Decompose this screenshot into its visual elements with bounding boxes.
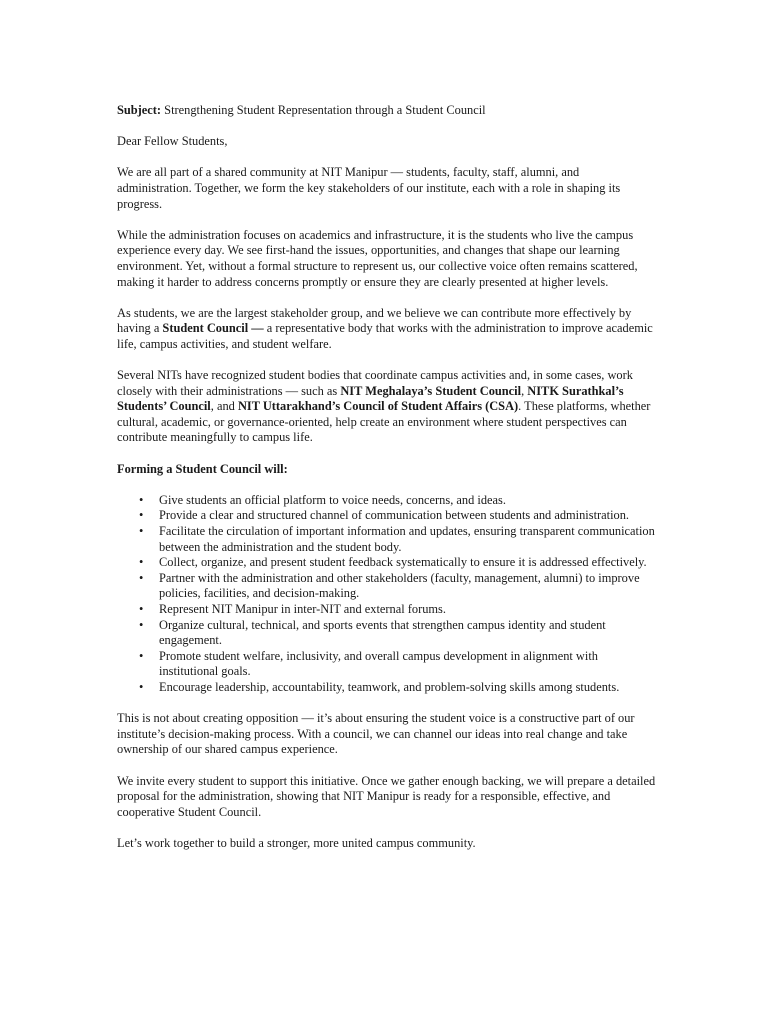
para4-text-2: . These platforms, whether cultural, academic, or governance-oriented, help create an environment where student perspectives can contribute meaningfully to campus life. [117,399,651,445]
nitk-surathkal-emphasis: NITK Surathkal’s Students’ Council [117,383,624,414]
para3-text-2: a representative body that works with the administration to improve academic life, campus activities, and student welfare. [117,321,653,351]
student-council-emphasis: Student Council — [162,321,264,336]
list-item-text: Represent NIT Manipur in inter-NIT and external forums. [159,602,446,616]
bullet-icon: • [139,648,144,663]
nit-meghalaya-emphasis: NIT Meghalaya’s Student Council [340,383,522,398]
list-item-text: Promote student welfare, inclusivity, and overall campus development in alignment with institutional goals. [159,648,598,679]
para4-separator-1: , [521,383,528,398]
list-item-text: Collect, organize, and present student feedback systematically to ensure it is addressed effectively. [159,555,647,570]
nit-uttarakhand-emphasis: NIT Uttarakhand’s Council of Student Affairs (CSA) [237,399,519,414]
bullet-icon: • [139,617,144,632]
list-item [117,649,657,680]
bullet-icon: • [139,508,144,523]
list-item-text: Give students an official platform to voice needs, concerns, and ideas. [159,492,506,507]
bullet-icon: • [139,602,144,616]
list-item-text: Provide a clear and structured channel of communication between students and administration. [159,508,630,523]
bullet-icon: • [139,524,144,539]
paragraph-administration: While the administration focuses on academics and infrastructure, it is the students who live the campus experience every day. We see first-hand the issues, opportunities, and changes that shape our learning environment. Yet, without a formal structure to represent us, our collective voice often remains scattered, making it harder to address concerns promptly or ensure they are clearly presented at higher levels. [117,227,638,289]
benefits-list [117,493,657,696]
list-heading: Forming a Student Council will: [117,461,288,476]
para4-text-1: Several NITs have recognized student bodies that coordinate campus activities and, in some cases, work closely with their administrations — such as [117,368,633,398]
list-item-text: Encourage leadership, accountability, teamwork, and problem-solving skills among students. [159,679,620,694]
list-item [117,508,657,524]
list-item [117,524,657,555]
para4-separator-2: , and [210,399,238,414]
paragraph-intro: We are all part of a shared community at NIT Manipur — students, faculty, staff, alumni, and administration. Together, we form the key stakeholders of our institute, each with a role in shaping its progress. [117,165,621,211]
list-item [117,493,657,509]
para3-text-1: As students, we are the largest stakeholder group, and we believe we can contribute more effectively by having a [117,305,632,336]
list-item [117,680,657,696]
bullet-icon: • [139,679,144,694]
paragraph-student-council [117,306,657,353]
bullet-icon: • [139,570,144,585]
list-item [117,602,657,618]
list-item-text: Organize cultural, technical, and sports events that strengthen campus identity and student engagement. [159,617,606,648]
subject-text: Strengthening Student Representation through a Student Council [164,103,486,117]
paragraph-not-opposition: This is not about creating opposition — it’s about ensuring the student voice is a constructive part of our institute’s decision-making process. With a council, we can channel our ideas into real change and take ownership of our shared campus experience. [117,711,635,757]
greeting: Dear Fellow Students, [117,134,228,149]
paragraph-invitation: We invite every student to support this initiative. Once we gather enough backing, we will prepare a detailed proposal for the administration, showing that NIT Manipur is ready for a responsible, effective, and cooperative Student Council. [117,773,656,819]
subject-line [117,103,657,119]
list-item [117,618,657,649]
bullet-icon: • [139,555,144,570]
subject-label: Subject: [117,103,162,117]
list-item [117,571,657,602]
paragraph-other-nits [117,368,657,446]
bullet-icon: • [139,492,144,507]
list-item [117,555,657,571]
list-item-text: Facilitate the circulation of important information and updates, ensuring transparent communication between the administration and the student body. [159,524,655,554]
list-item-text: Partner with the administration and other stakeholders (faculty, management, alumni) to improve policies, facilities, and decision-making. [159,570,640,601]
letter-document [117,103,657,867]
closing-line: Let’s work together to build a stronger, more united campus community. [117,835,476,850]
